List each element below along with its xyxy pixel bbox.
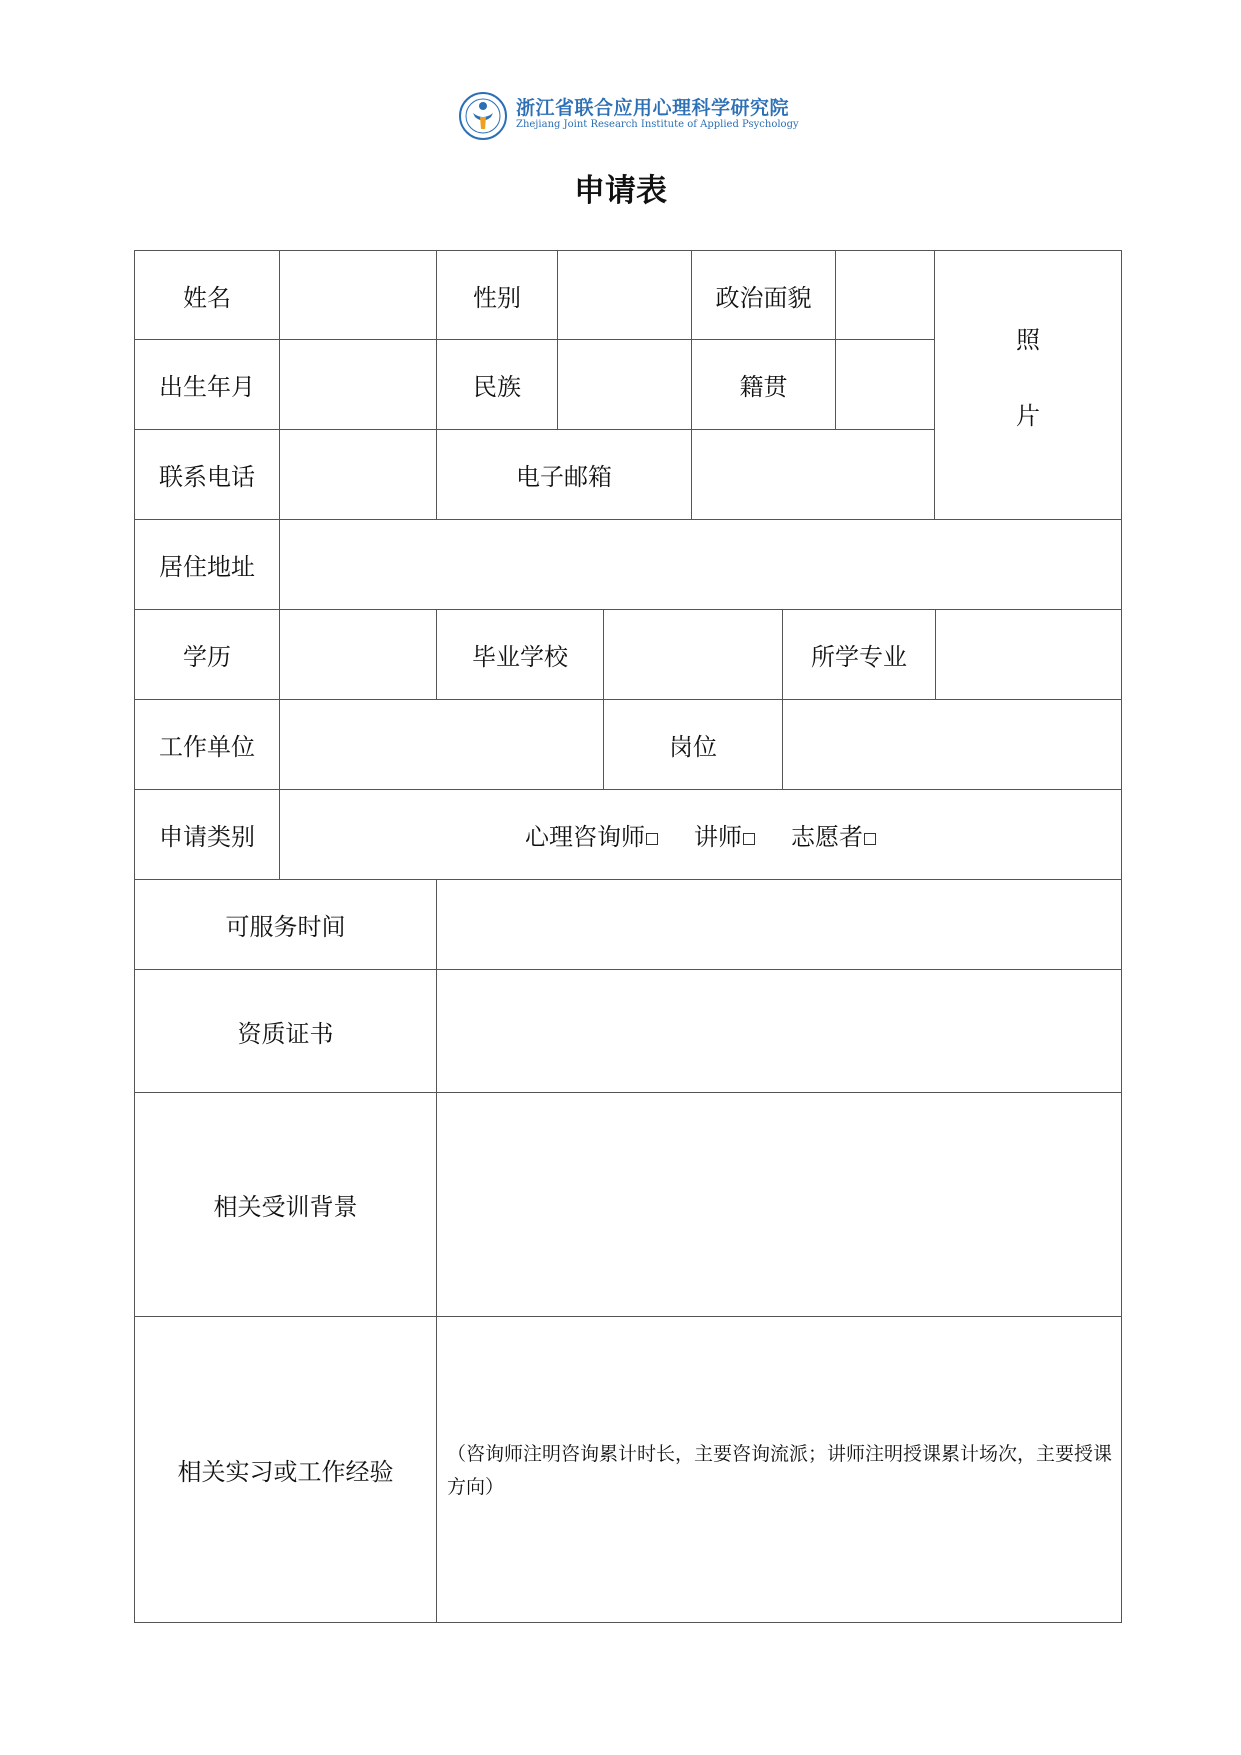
checkbox-icon[interactable] <box>864 833 876 845</box>
position-field[interactable] <box>782 699 1122 790</box>
label-ethnicity: 民族 <box>436 339 558 430</box>
education-field[interactable] <box>279 609 437 700</box>
label-school: 毕业学校 <box>436 609 604 700</box>
email-field[interactable] <box>691 429 935 520</box>
phone-field[interactable] <box>279 429 437 520</box>
ethnicity-field[interactable] <box>557 339 692 430</box>
label-native-place: 籍贯 <box>691 339 836 430</box>
label-gender: 性别 <box>436 250 558 340</box>
checkbox-icon[interactable] <box>743 833 755 845</box>
address-field[interactable] <box>279 519 1122 610</box>
birth-field[interactable] <box>279 339 437 430</box>
certificates-field[interactable] <box>436 969 1122 1093</box>
label-political-status: 政治面貌 <box>691 250 836 340</box>
political-status-field[interactable] <box>835 250 935 340</box>
label-certificates: 资质证书 <box>134 969 437 1093</box>
label-employer: 工作单位 <box>134 699 280 790</box>
org-name-en: Zhejiang Joint Research Institute of Applied Psychology <box>516 119 799 130</box>
category-option-lecturer[interactable]: 讲师 <box>694 817 755 852</box>
label-education: 学历 <box>134 609 280 700</box>
label-position: 岗位 <box>603 699 783 790</box>
org-name-cn: 浙江省联合应用心理科学研究院 <box>516 97 790 119</box>
employer-field[interactable] <box>279 699 604 790</box>
photo-box[interactable] <box>934 250 1122 520</box>
experience-note: （咨询师注明咨询累计时长，主要咨询流派；讲师注明授课累计场次，主要授课方向） <box>447 1443 1113 1499</box>
label-phone: 联系电话 <box>134 429 280 520</box>
label-birth: 出生年月 <box>134 339 280 430</box>
label-name: 姓名 <box>134 250 280 340</box>
label-category: 申请类别 <box>134 789 280 880</box>
category-options <box>279 789 1122 880</box>
gender-field[interactable] <box>557 250 692 340</box>
label-experience: 相关实习或工作经验 <box>134 1316 437 1623</box>
native-place-field[interactable] <box>835 339 935 430</box>
label-available-time: 可服务时间 <box>134 879 437 970</box>
name-field[interactable] <box>279 250 437 340</box>
page-title: 申请表 <box>574 173 667 209</box>
school-field[interactable] <box>603 609 783 700</box>
label-major: 所学专业 <box>782 609 936 700</box>
major-field[interactable] <box>935 609 1122 700</box>
category-option-counselor[interactable]: 心理咨询师 <box>525 817 658 852</box>
photo-label-line2: 片 <box>1016 402 1040 430</box>
experience-field[interactable] <box>436 1316 1122 1623</box>
training-field[interactable] <box>436 1092 1122 1317</box>
photo-label-line1: 照 <box>1016 326 1040 354</box>
label-email: 电子邮箱 <box>436 429 692 520</box>
category-option-volunteer[interactable]: 志愿者 <box>791 817 876 852</box>
checkbox-icon[interactable] <box>646 833 658 845</box>
available-time-field[interactable] <box>436 879 1122 970</box>
label-training: 相关受训背景 <box>134 1092 437 1317</box>
label-address: 居住地址 <box>134 519 280 610</box>
